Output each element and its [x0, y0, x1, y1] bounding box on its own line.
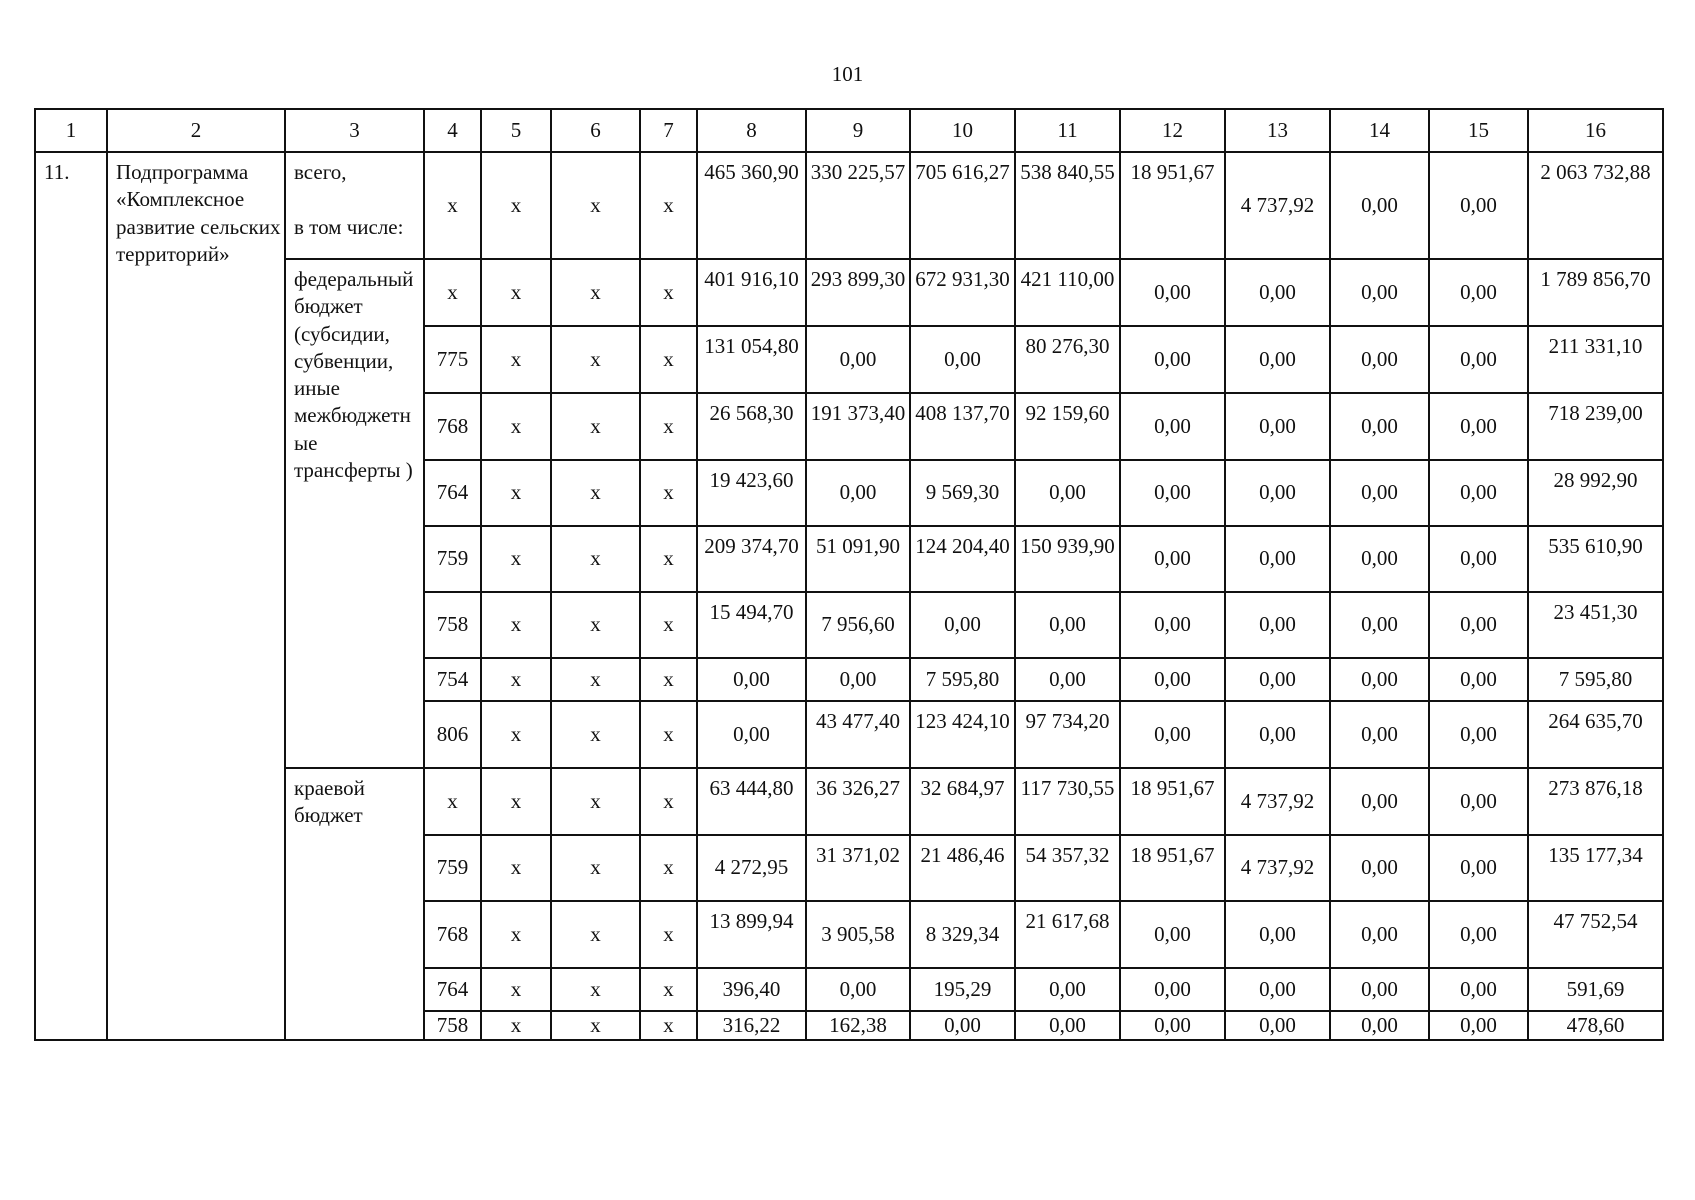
- col7-cell: x: [640, 701, 697, 768]
- value-cell: 718 239,00: [1528, 393, 1663, 460]
- value-cell: 13 899,94: [697, 901, 806, 968]
- value-cell: 0,00: [1429, 460, 1528, 526]
- value-cell: 4 272,95: [697, 835, 806, 901]
- value-cell: 0,00: [1429, 901, 1528, 968]
- code-cell: x: [424, 152, 481, 259]
- value-cell: 0,00: [1225, 592, 1330, 658]
- col7-cell: x: [640, 968, 697, 1011]
- col6-cell: x: [551, 658, 640, 701]
- col6-cell: x: [551, 152, 640, 259]
- value-cell: 0,00: [910, 326, 1015, 393]
- value-cell: 47 752,54: [1528, 901, 1663, 968]
- value-cell: 0,00: [1015, 1011, 1120, 1040]
- value-cell: 135 177,34: [1528, 835, 1663, 901]
- value-cell: 0,00: [1225, 1011, 1330, 1040]
- value-cell: 7 595,80: [910, 658, 1015, 701]
- col6-cell: x: [551, 526, 640, 592]
- code-cell: 764: [424, 460, 481, 526]
- value-cell: 330 225,57: [806, 152, 910, 259]
- value-cell: 36 326,27: [806, 768, 910, 835]
- value-cell: 80 276,30: [1015, 326, 1120, 393]
- value-cell: 0,00: [910, 592, 1015, 658]
- value-cell: 0,00: [1429, 658, 1528, 701]
- value-cell: 0,00: [1015, 968, 1120, 1011]
- value-cell: 9 569,30: [910, 460, 1015, 526]
- value-cell: 273 876,18: [1528, 768, 1663, 835]
- code-cell: 775: [424, 326, 481, 393]
- col6-cell: x: [551, 901, 640, 968]
- value-cell: 0,00: [1225, 701, 1330, 768]
- value-cell: 0,00: [1120, 393, 1225, 460]
- code-cell: 758: [424, 592, 481, 658]
- value-cell: 0,00: [1330, 526, 1429, 592]
- col5-cell: x: [481, 393, 551, 460]
- value-cell: 31 371,02: [806, 835, 910, 901]
- header-cell: 13: [1225, 109, 1330, 152]
- value-cell: 123 424,10: [910, 701, 1015, 768]
- value-cell: 7 956,60: [806, 592, 910, 658]
- col5-cell: x: [481, 901, 551, 968]
- code-cell: 758: [424, 1011, 481, 1040]
- value-cell: 396,40: [697, 968, 806, 1011]
- value-cell: 2 063 732,88: [1528, 152, 1663, 259]
- value-cell: 0,00: [1429, 326, 1528, 393]
- value-cell: 8 329,34: [910, 901, 1015, 968]
- budget-table: [34, 108, 1664, 1041]
- col5-cell: x: [481, 152, 551, 259]
- value-cell: 0,00: [1429, 592, 1528, 658]
- col6-cell: x: [551, 393, 640, 460]
- header-cell: 12: [1120, 109, 1225, 152]
- funding-source-cell: краевой бюджет: [285, 768, 424, 1040]
- code-cell: 764: [424, 968, 481, 1011]
- value-cell: 0,00: [1330, 259, 1429, 326]
- value-cell: 21 486,46: [910, 835, 1015, 901]
- value-cell: 92 159,60: [1015, 393, 1120, 460]
- value-cell: 0,00: [697, 701, 806, 768]
- value-cell: 0,00: [1120, 326, 1225, 393]
- value-cell: 0,00: [806, 460, 910, 526]
- col6-cell: x: [551, 968, 640, 1011]
- header-cell: 8: [697, 109, 806, 152]
- code-cell: 768: [424, 393, 481, 460]
- value-cell: 0,00: [1429, 835, 1528, 901]
- value-cell: 672 931,30: [910, 259, 1015, 326]
- col6-cell: x: [551, 259, 640, 326]
- col5-cell: x: [481, 658, 551, 701]
- value-cell: 264 635,70: [1528, 701, 1663, 768]
- value-cell: 0,00: [1120, 1011, 1225, 1040]
- value-cell: 0,00: [1429, 393, 1528, 460]
- value-cell: 43 477,40: [806, 701, 910, 768]
- value-cell: 3 905,58: [806, 901, 910, 968]
- value-cell: 4 737,92: [1225, 152, 1330, 259]
- value-cell: 0,00: [1429, 152, 1528, 259]
- value-cell: 4 737,92: [1225, 768, 1330, 835]
- col5-cell: x: [481, 701, 551, 768]
- value-cell: 4 737,92: [1225, 835, 1330, 901]
- header-cell: 3: [285, 109, 424, 152]
- value-cell: 478,60: [1528, 1011, 1663, 1040]
- value-cell: 0,00: [697, 658, 806, 701]
- value-cell: 0,00: [1120, 901, 1225, 968]
- value-cell: 0,00: [1225, 259, 1330, 326]
- value-cell: 0,00: [1225, 326, 1330, 393]
- header-cell: 7: [640, 109, 697, 152]
- header-cell: 2: [107, 109, 285, 152]
- value-cell: 18 951,67: [1120, 152, 1225, 259]
- value-cell: 0,00: [1225, 658, 1330, 701]
- value-cell: 28 992,90: [1528, 460, 1663, 526]
- value-cell: 0,00: [1330, 768, 1429, 835]
- col6-cell: x: [551, 592, 640, 658]
- funding-source-cell: федеральный бюджет (субсидии, субвенции, иные межбюджетные трансферты ): [285, 259, 424, 768]
- header-cell: 9: [806, 109, 910, 152]
- value-cell: 131 054,80: [697, 326, 806, 393]
- col7-cell: x: [640, 526, 697, 592]
- code-cell: 759: [424, 835, 481, 901]
- value-cell: 0,00: [1330, 592, 1429, 658]
- code-cell: 806: [424, 701, 481, 768]
- value-cell: 0,00: [1225, 968, 1330, 1011]
- col6-cell: x: [551, 768, 640, 835]
- code-cell: x: [424, 259, 481, 326]
- value-cell: 0,00: [1015, 658, 1120, 701]
- value-cell: 538 840,55: [1015, 152, 1120, 259]
- col7-cell: x: [640, 658, 697, 701]
- value-cell: 465 360,90: [697, 152, 806, 259]
- col7-cell: x: [640, 768, 697, 835]
- col7-cell: x: [640, 259, 697, 326]
- value-cell: 0,00: [1015, 460, 1120, 526]
- value-cell: 0,00: [1429, 1011, 1528, 1040]
- col5-cell: x: [481, 968, 551, 1011]
- value-cell: 0,00: [1330, 152, 1429, 259]
- value-cell: 18 951,67: [1120, 768, 1225, 835]
- col5-cell: x: [481, 1011, 551, 1040]
- value-cell: 0,00: [1225, 460, 1330, 526]
- header-cell: 15: [1429, 109, 1528, 152]
- value-cell: 0,00: [1330, 326, 1429, 393]
- col5-cell: x: [481, 326, 551, 393]
- value-cell: 0,00: [1330, 968, 1429, 1011]
- col7-cell: x: [640, 901, 697, 968]
- col7-cell: x: [640, 152, 697, 259]
- col7-cell: x: [640, 326, 697, 393]
- value-cell: 21 617,68: [1015, 901, 1120, 968]
- header-cell: 14: [1330, 109, 1429, 152]
- value-cell: 26 568,30: [697, 393, 806, 460]
- value-cell: 19 423,60: [697, 460, 806, 526]
- value-cell: 0,00: [1330, 1011, 1429, 1040]
- value-cell: 195,29: [910, 968, 1015, 1011]
- subprogram-name-cell: Подпрограмма «Комплексное развитие сельских территорий»: [107, 152, 285, 1040]
- col6-cell: x: [551, 1011, 640, 1040]
- value-cell: 54 357,32: [1015, 835, 1120, 901]
- value-cell: 0,00: [1330, 701, 1429, 768]
- value-cell: 408 137,70: [910, 393, 1015, 460]
- header-cell: 11: [1015, 109, 1120, 152]
- value-cell: 0,00: [1429, 526, 1528, 592]
- value-cell: 0,00: [1120, 526, 1225, 592]
- value-cell: 124 204,40: [910, 526, 1015, 592]
- value-cell: 211 331,10: [1528, 326, 1663, 393]
- code-cell: 759: [424, 526, 481, 592]
- value-cell: 7 595,80: [1528, 658, 1663, 701]
- value-cell: 0,00: [806, 968, 910, 1011]
- value-cell: 293 899,30: [806, 259, 910, 326]
- value-cell: 51 091,90: [806, 526, 910, 592]
- value-cell: 0,00: [1225, 901, 1330, 968]
- value-cell: 0,00: [1330, 901, 1429, 968]
- value-cell: 191 373,40: [806, 393, 910, 460]
- col5-cell: x: [481, 526, 551, 592]
- value-cell: 32 684,97: [910, 768, 1015, 835]
- value-cell: 0,00: [1330, 393, 1429, 460]
- value-cell: 162,38: [806, 1011, 910, 1040]
- funding-source-cell: всего, в том числе:: [285, 152, 424, 259]
- value-cell: 23 451,30: [1528, 592, 1663, 658]
- col6-cell: x: [551, 835, 640, 901]
- col5-cell: x: [481, 259, 551, 326]
- item-number-cell: 11.: [35, 152, 107, 1040]
- value-cell: 0,00: [1120, 460, 1225, 526]
- value-cell: 0,00: [1429, 768, 1528, 835]
- value-cell: 0,00: [910, 1011, 1015, 1040]
- value-cell: 150 939,90: [1015, 526, 1120, 592]
- header-cell: 16: [1528, 109, 1663, 152]
- col7-cell: x: [640, 592, 697, 658]
- col5-cell: x: [481, 460, 551, 526]
- value-cell: 0,00: [1225, 393, 1330, 460]
- value-cell: 0,00: [1429, 259, 1528, 326]
- header-cell: 4: [424, 109, 481, 152]
- col6-cell: x: [551, 326, 640, 393]
- value-cell: 316,22: [697, 1011, 806, 1040]
- col7-cell: x: [640, 393, 697, 460]
- col5-cell: x: [481, 592, 551, 658]
- col6-cell: x: [551, 701, 640, 768]
- col7-cell: x: [640, 1011, 697, 1040]
- value-cell: 705 616,27: [910, 152, 1015, 259]
- value-cell: 209 374,70: [697, 526, 806, 592]
- value-cell: 0,00: [1120, 968, 1225, 1011]
- value-cell: 0,00: [1429, 701, 1528, 768]
- value-cell: 421 110,00: [1015, 259, 1120, 326]
- table-row: [35, 152, 1663, 259]
- value-cell: 0,00: [1120, 701, 1225, 768]
- col6-cell: x: [551, 460, 640, 526]
- value-cell: 15 494,70: [697, 592, 806, 658]
- value-cell: 18 951,67: [1120, 835, 1225, 901]
- code-cell: 754: [424, 658, 481, 701]
- value-cell: 97 734,20: [1015, 701, 1120, 768]
- value-cell: 0,00: [1015, 592, 1120, 658]
- code-cell: x: [424, 768, 481, 835]
- value-cell: 117 730,55: [1015, 768, 1120, 835]
- value-cell: 0,00: [1120, 658, 1225, 701]
- col7-cell: x: [640, 460, 697, 526]
- header-row: [35, 109, 1663, 152]
- value-cell: 0,00: [1120, 259, 1225, 326]
- page-number: 101: [831, 62, 864, 86]
- value-cell: 0,00: [806, 326, 910, 393]
- value-cell: 0,00: [1120, 592, 1225, 658]
- col7-cell: x: [640, 835, 697, 901]
- value-cell: 1 789 856,70: [1528, 259, 1663, 326]
- value-cell: 0,00: [1330, 835, 1429, 901]
- value-cell: 63 444,80: [697, 768, 806, 835]
- value-cell: 0,00: [806, 658, 910, 701]
- header-cell: 6: [551, 109, 640, 152]
- value-cell: 0,00: [1330, 460, 1429, 526]
- value-cell: 535 610,90: [1528, 526, 1663, 592]
- value-cell: 0,00: [1225, 526, 1330, 592]
- value-cell: 0,00: [1429, 968, 1528, 1011]
- col5-cell: x: [481, 768, 551, 835]
- value-cell: 401 916,10: [697, 259, 806, 326]
- code-cell: 768: [424, 901, 481, 968]
- value-cell: 0,00: [1330, 658, 1429, 701]
- header-cell: 10: [910, 109, 1015, 152]
- header-cell: 5: [481, 109, 551, 152]
- header-cell: 1: [35, 109, 107, 152]
- value-cell: 591,69: [1528, 968, 1663, 1011]
- col5-cell: x: [481, 835, 551, 901]
